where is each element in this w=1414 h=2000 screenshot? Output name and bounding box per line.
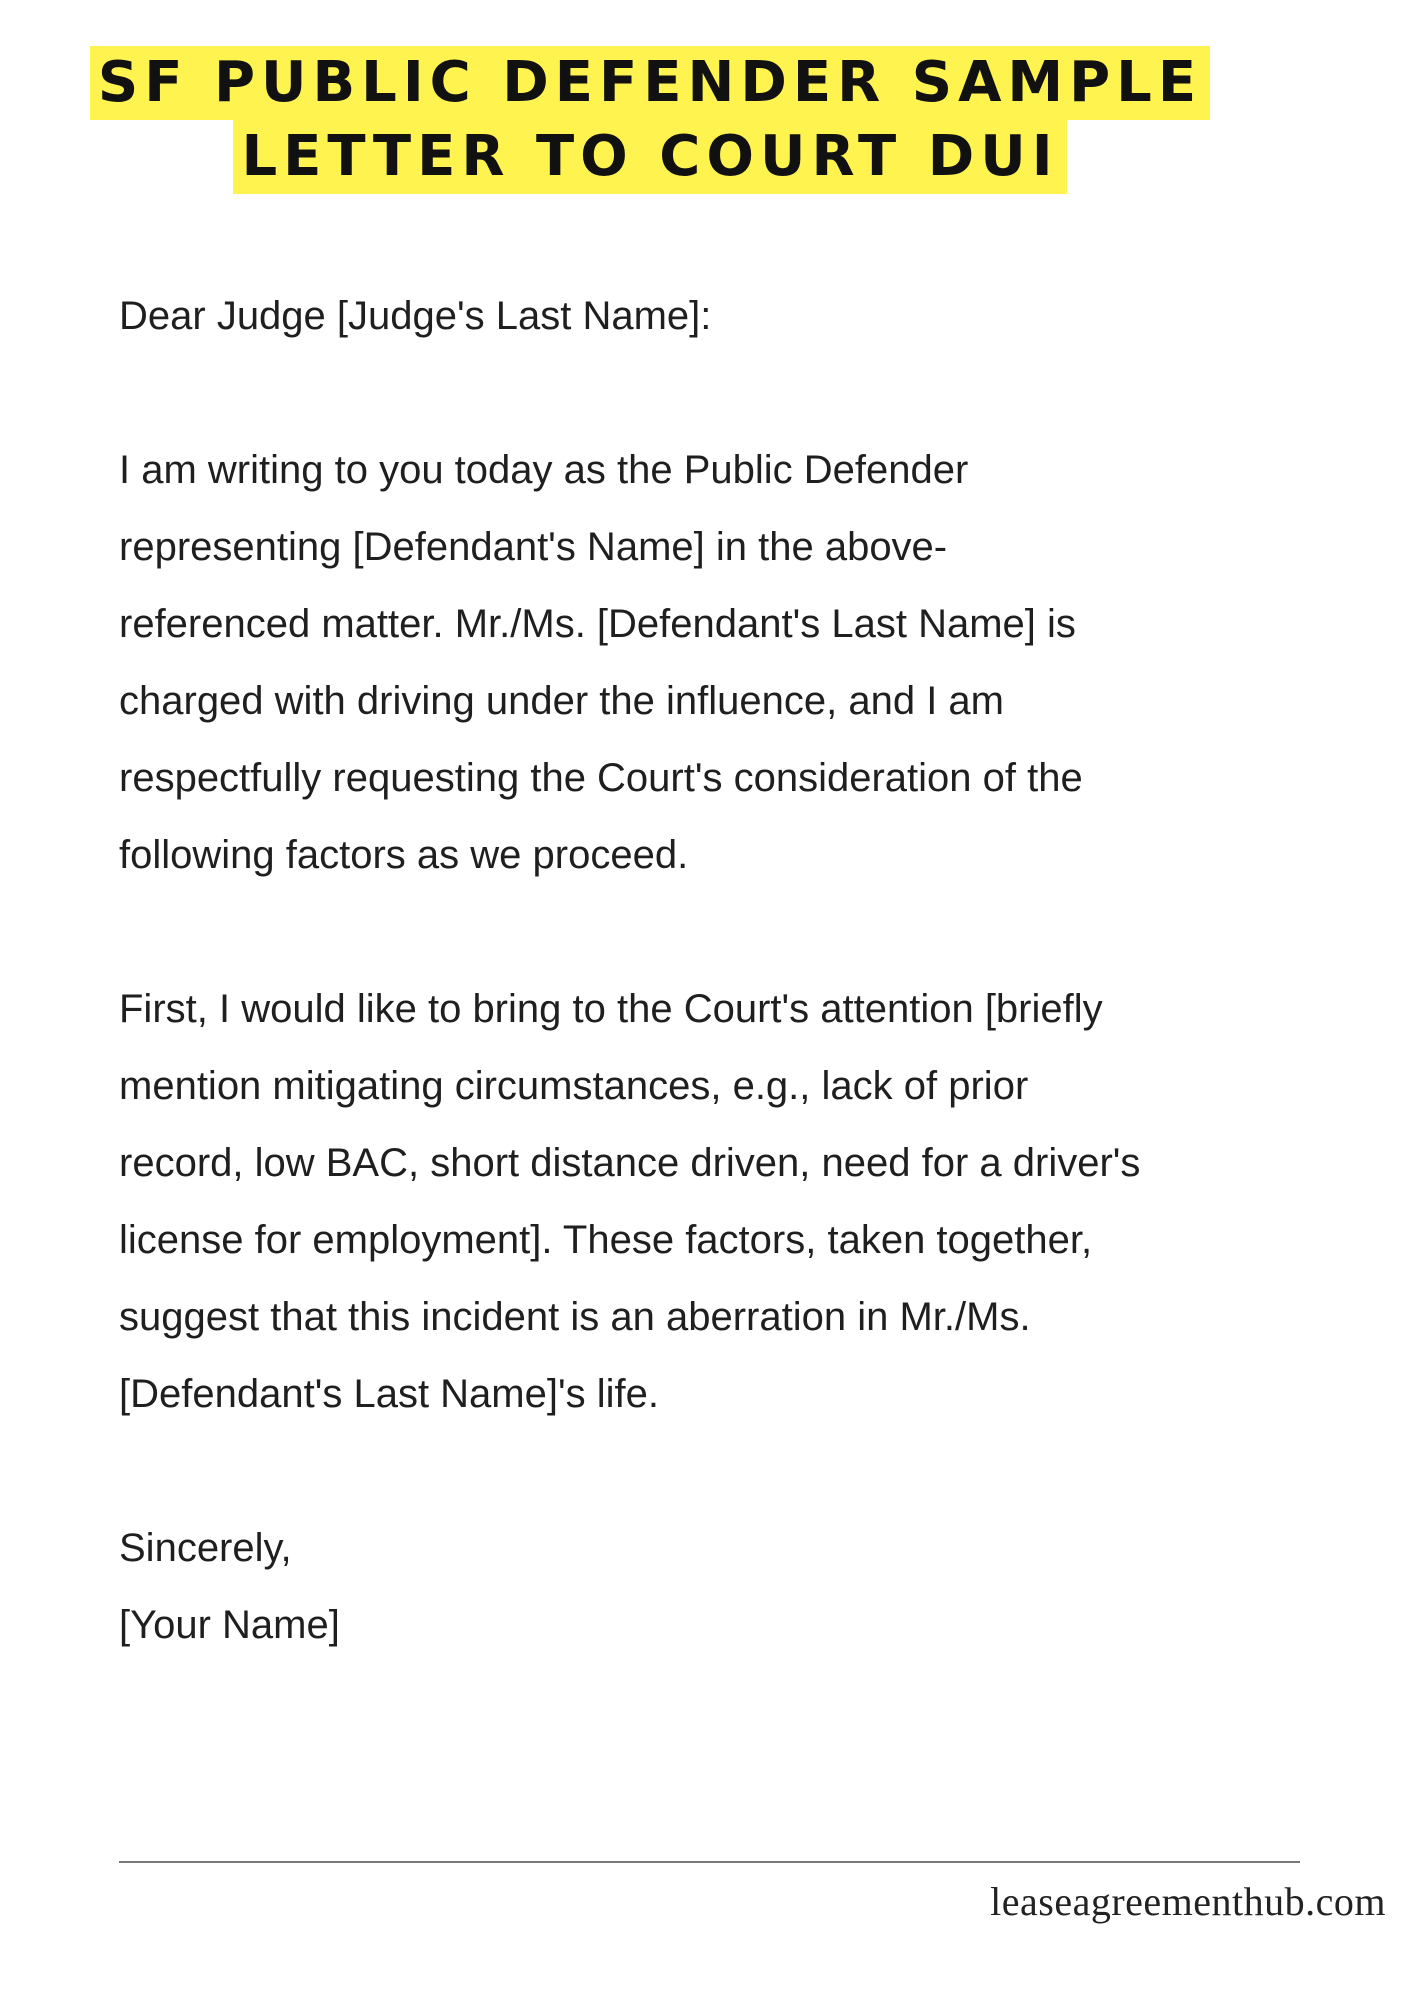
closing: Sincerely, bbox=[119, 1526, 292, 1570]
salutation: Dear Judge [Judge's Last Name]: bbox=[119, 294, 712, 338]
paragraph-2-line: mention mitigating circumstances, e.g., lack of prior bbox=[119, 1064, 1029, 1108]
title-line-1: SF PUBLIC DEFENDER SAMPLE bbox=[90, 46, 1210, 120]
paragraph-1-line: referenced matter. Mr./Ms. [Defendant's Last Name] is bbox=[119, 602, 1076, 646]
paragraph-1-line: I am writing to you today as the Public Defender bbox=[119, 448, 969, 492]
signature: [Your Name] bbox=[119, 1603, 340, 1647]
title-line-2: LETTER TO COURT DUI bbox=[233, 120, 1066, 194]
paragraph-2-line: license for employment]. These factors, taken together, bbox=[119, 1218, 1093, 1262]
letter-body bbox=[119, 278, 1359, 1664]
paragraph-2-line: record, low BAC, short distance driven, need for a driver's bbox=[119, 1141, 1141, 1185]
paragraph-2-line: First, I would like to bring to the Court's attention [briefly bbox=[119, 987, 1103, 1031]
footer-divider bbox=[119, 1861, 1300, 1863]
paragraph-1-line: charged with driving under the influence, and I am bbox=[119, 679, 1004, 723]
closing-block bbox=[119, 1510, 1359, 1664]
paragraph-1-line: following factors as we proceed. bbox=[119, 833, 689, 877]
paragraph-1-line: representing [Defendant's Name] in the above- bbox=[119, 525, 948, 569]
page-title bbox=[0, 46, 1300, 194]
footer-site-name: leaseagreementhub.com bbox=[990, 1879, 1386, 1924]
paragraph-2-line: [Defendant's Last Name]'s life. bbox=[119, 1372, 659, 1416]
paragraph-2-line: suggest that this incident is an aberration in Mr./Ms. bbox=[119, 1295, 1031, 1339]
paragraph-1 bbox=[119, 432, 1359, 894]
paragraph-1-line: respectfully requesting the Court's consideration of the bbox=[119, 756, 1083, 800]
paragraph-2 bbox=[119, 971, 1359, 1433]
